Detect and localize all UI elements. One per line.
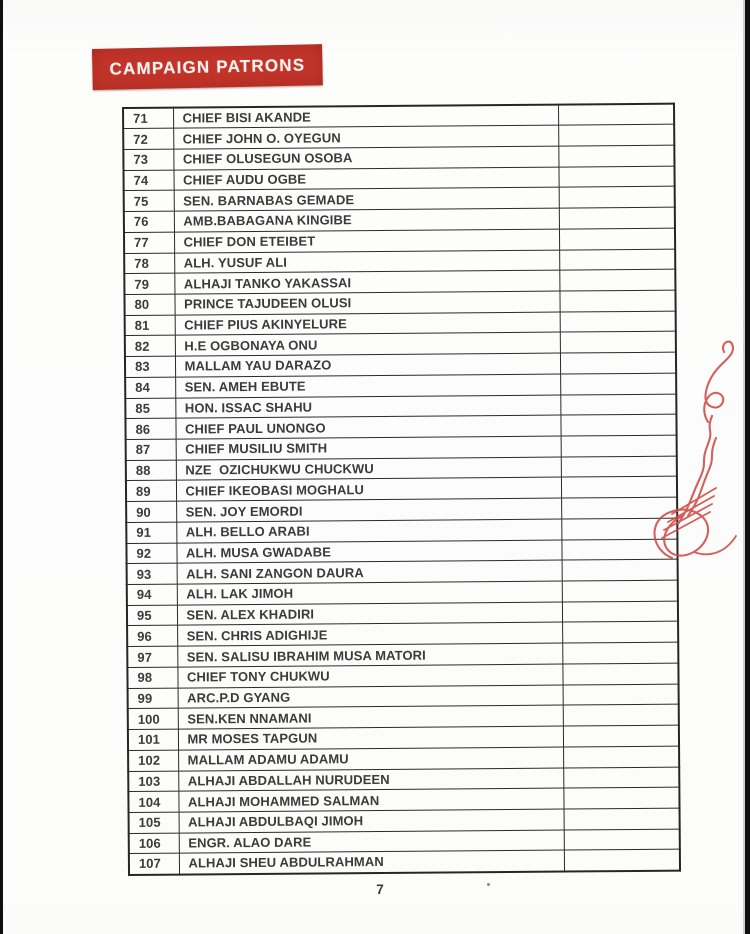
patron-name-cell: CHIEF JOHN O. OYEGUN — [173, 125, 558, 149]
row-number-cell: 84 — [125, 377, 175, 398]
patron-name-cell: CHIEF DON ETEIBET — [174, 229, 559, 253]
empty-cell — [559, 207, 675, 229]
page-number: 7 — [376, 882, 384, 897]
row-number-cell: 96 — [127, 626, 177, 647]
empty-cell — [562, 663, 678, 685]
row-number-cell: 90 — [126, 501, 176, 522]
empty-cell — [564, 850, 680, 872]
row-number-cell: 102 — [128, 750, 178, 771]
row-number-cell: 85 — [125, 398, 175, 419]
row-number-cell: 72 — [123, 128, 173, 149]
empty-cell — [564, 829, 680, 851]
row-number-cell: 100 — [128, 708, 178, 729]
photo-edge-left — [0, 0, 3, 934]
patron-name-cell: H.E OGBONAYA ONU — [175, 332, 560, 356]
empty-cell — [559, 269, 675, 291]
row-number-cell: 94 — [127, 584, 177, 605]
empty-cell — [560, 373, 676, 395]
patron-name-cell: AMB.BABAGANA KINGIBE — [174, 208, 559, 232]
row-number-cell: 88 — [126, 460, 176, 481]
empty-cell — [558, 124, 674, 146]
empty-cell — [558, 145, 674, 167]
row-number-cell: 82 — [125, 335, 175, 356]
empty-cell — [561, 497, 677, 519]
patron-name-cell: ALHAJI ABDULBAQI JIMOH — [179, 809, 564, 833]
patron-name-cell: ENGR. ALAO DARE — [179, 830, 564, 854]
empty-cell — [559, 228, 675, 250]
row-number-cell: 92 — [126, 543, 176, 564]
patrons-table-wrap — [122, 103, 679, 876]
patron-name-cell: ALH. YUSUF ALI — [174, 250, 559, 274]
empty-cell — [559, 249, 675, 271]
table-row — [129, 850, 680, 875]
empty-cell — [562, 601, 678, 623]
empty-cell — [561, 435, 677, 457]
patron-name-cell: CHIEF PIUS AKINYELURE — [175, 312, 560, 336]
empty-cell — [562, 580, 678, 602]
empty-cell — [560, 352, 676, 374]
empty-cell — [559, 187, 675, 209]
patron-name-cell: MR MOSES TAPGUN — [178, 726, 563, 750]
patron-name-cell: ALHAJI SHEU ABDULRAHMAN — [179, 850, 564, 874]
patron-name-cell: CHIEF IKEOBASI MOGHALU — [176, 478, 561, 502]
row-number-cell: 75 — [124, 190, 174, 211]
patrons-table — [122, 103, 681, 876]
empty-cell — [562, 642, 678, 664]
row-number-cell: 101 — [128, 729, 178, 750]
patron-name-cell: ARC.P.D GYANG — [178, 685, 563, 709]
row-number-cell: 76 — [124, 211, 174, 232]
row-number-cell: 106 — [129, 833, 179, 854]
patron-name-cell: SEN. SALISU IBRAHIM MUSA MATORI — [177, 643, 562, 667]
empty-cell — [563, 704, 679, 726]
patron-name-cell: HON. ISSAC SHAHU — [175, 395, 560, 419]
empty-cell — [561, 518, 677, 540]
empty-cell — [561, 456, 677, 478]
row-number-cell: 107 — [129, 853, 179, 874]
row-number-cell: 79 — [124, 273, 174, 294]
empty-cell — [563, 684, 679, 706]
patron-name-cell: ALH. LAK JIMOH — [177, 581, 562, 605]
patron-name-cell: NZE OZICHUKWU CHUCKWU — [176, 457, 561, 481]
empty-cell — [560, 332, 676, 354]
empty-cell — [560, 311, 676, 333]
empty-cell — [558, 166, 674, 188]
empty-cell — [558, 104, 674, 126]
empty-cell — [562, 622, 678, 644]
row-number-cell: 98 — [127, 667, 177, 688]
empty-cell — [562, 559, 678, 581]
row-number-cell: 91 — [126, 522, 176, 543]
patron-name-cell: CHIEF AUDU OGBE — [173, 167, 558, 191]
banner-label: CAMPAIGN PATRONS — [109, 55, 306, 79]
row-number-cell: 83 — [125, 356, 175, 377]
patron-name-cell: MALLAM ADAMU ADAMU — [178, 747, 563, 771]
patron-name-cell: CHIEF PAUL UNONGO — [175, 415, 560, 439]
row-number-cell: 89 — [126, 481, 176, 502]
patron-name-cell: ALH. MUSA GWADABE — [176, 540, 561, 564]
patron-name-cell: SEN. JOY EMORDI — [176, 498, 561, 522]
row-number-cell: 99 — [128, 688, 178, 709]
row-number-cell: 104 — [128, 791, 178, 812]
empty-cell — [561, 539, 677, 561]
empty-cell — [563, 787, 679, 809]
patron-name-cell: CHIEF MUSILIU SMITH — [176, 436, 561, 460]
empty-cell — [560, 394, 676, 416]
empty-cell — [561, 477, 677, 499]
patron-name-cell: SEN. AMEH EBUTE — [175, 374, 560, 398]
empty-cell — [564, 808, 680, 830]
row-number-cell: 80 — [124, 294, 174, 315]
patron-name-cell: MALLAM YAU DARAZO — [175, 353, 560, 377]
empty-cell — [563, 725, 679, 747]
row-number-cell: 81 — [125, 315, 175, 336]
row-number-cell: 77 — [124, 232, 174, 253]
row-number-cell: 71 — [123, 108, 173, 129]
patrons-table-body — [123, 104, 680, 875]
patron-name-cell: ALH. BELLO ARABI — [176, 519, 561, 543]
section-banner — [92, 44, 323, 90]
empty-cell — [560, 414, 676, 436]
row-number-cell: 86 — [125, 418, 175, 439]
patron-name-cell: PRINCE TAJUDEEN OLUSI — [174, 291, 559, 315]
row-number-cell: 97 — [127, 646, 177, 667]
patron-name-cell: SEN. BARNABAS GEMADE — [174, 187, 559, 211]
row-number-cell: 105 — [129, 812, 179, 833]
row-number-cell: 95 — [127, 605, 177, 626]
patron-name-cell: CHIEF BISI AKANDE — [173, 105, 558, 129]
patron-name-cell: ALHAJI ABDALLAH NURUDEEN — [178, 768, 563, 792]
patron-name-cell: ALHAJI MOHAMMED SALMAN — [178, 788, 563, 812]
empty-cell — [563, 767, 679, 789]
row-number-cell: 87 — [126, 439, 176, 460]
patron-name-cell: SEN. CHRIS ADIGHIJE — [177, 623, 562, 647]
patron-name-cell: SEN. ALEX KHADIRI — [177, 602, 562, 626]
row-number-cell: 103 — [128, 771, 178, 792]
patron-name-cell: ALH. SANI ZANGON DAURA — [177, 560, 562, 584]
photo-edge-right — [745, 0, 750, 934]
patron-name-cell: CHIEF OLUSEGUN OSOBA — [173, 146, 558, 170]
row-number-cell: 93 — [127, 563, 177, 584]
empty-cell — [559, 290, 675, 312]
patron-name-cell: ALHAJI TANKO YAKASSAI — [174, 270, 559, 294]
row-number-cell: 78 — [124, 253, 174, 274]
stray-mark — [487, 883, 490, 886]
patron-name-cell: CHIEF TONY CHUKWU — [177, 664, 562, 688]
empty-cell — [563, 746, 679, 768]
row-number-cell: 73 — [123, 149, 173, 170]
row-number-cell: 74 — [123, 170, 173, 191]
patron-name-cell: SEN.KEN NNAMANI — [178, 705, 563, 729]
